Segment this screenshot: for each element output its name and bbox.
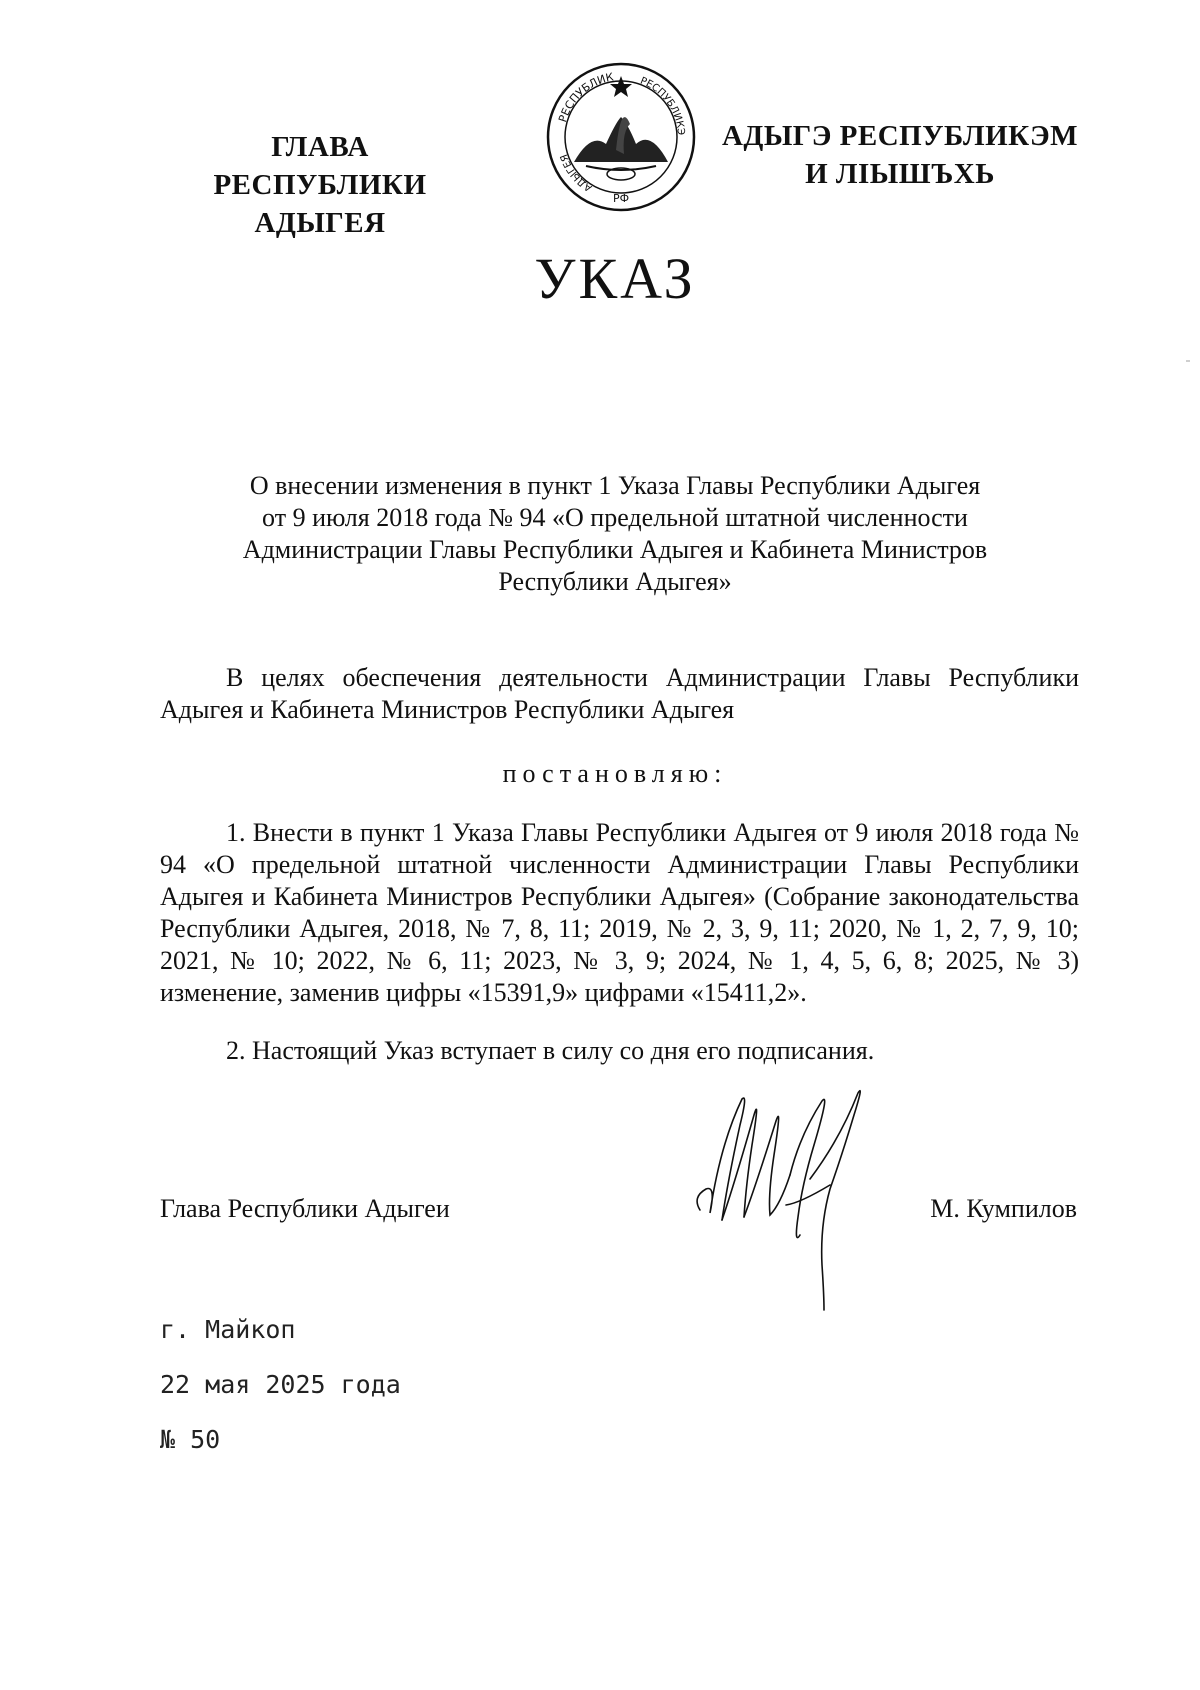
subject-line: Республики Адыгея» [498, 567, 732, 596]
subject-line: Администрации Главы Республики Адыгея и Кабинета Министров [242, 535, 988, 564]
emblem-text-right: РЕСПУБЛИКЭ [638, 75, 687, 136]
signatory-name: М. Кумпилов [930, 1194, 1077, 1223]
footer-number: № 50 [160, 1425, 221, 1454]
header-left [150, 128, 490, 242]
coat-of-arms-icon [546, 62, 696, 212]
document-subject [150, 470, 1080, 598]
preamble-text: В целях обеспечения деятельности Администрации Главы Республики Адыгея и Кабинета Министров Республики Адыгея [160, 663, 1079, 724]
item-2-paragraph [160, 1035, 1079, 1067]
header-left-line2: РЕСПУБЛИКИ АДЫГЕЯ [213, 169, 427, 239]
document-title: УКАЗ [534, 246, 696, 311]
header-right [720, 117, 1080, 193]
item-1-text: 1. Внести в пункт 1 Указа Главы Республики Адыгея от 9 июля 2018 года № 94 «О предельной штатной численности Администрации Главы Республики Адыгея и Кабинета Министров Республики Адыгея» (Собрание законодательства Республики Адыгея, 2018, № 7, 8, 11; 2019, № 2, 3, 9, 11; 2020, № 1, 2, 7, 9, 10; 2021, № 10; 2022, № 6, 11; 2023, № 3, 9; 2024, № 1, 4, 5, 6, 8; 2025, № 3) изменение, заменив цифры «15391,9» цифрами «15411,2». [160, 818, 1079, 1007]
header-right-line1: АДЫГЭ РЕСПУБЛИКЭМ [721, 120, 1079, 152]
scan-mark [1186, 360, 1190, 362]
subject-line: О внесении изменения в пункт 1 Указа Главы Республики Адыгея [249, 471, 981, 500]
emblem-text-bottom: РФ [612, 192, 630, 205]
emblem-text-left: АДЫГЕЯ [558, 152, 595, 194]
item-2-text: 2. Настоящий Указ вступает в силу со дня его подписания. [226, 1036, 875, 1065]
footer-city: г. Майкоп [160, 1315, 296, 1344]
subject-line: от 9 июля 2018 года № 94 «О предельной штатной численности [262, 503, 968, 532]
preamble-paragraph [160, 662, 1079, 726]
emblem-text-top: РЕСПУБЛИК [556, 70, 615, 124]
header-left-line1: ГЛАВА [271, 131, 369, 163]
footer-date: 22 мая 2025 года [160, 1370, 401, 1399]
signatory-position: Глава Республики Адыгеи [160, 1194, 450, 1223]
handwritten-signature-icon [690, 1085, 920, 1315]
header-right-line2: И ЛІЫШЪХЬ [805, 158, 995, 190]
decree-word: постановляю: [502, 759, 728, 788]
item-1-paragraph [160, 817, 1079, 1009]
